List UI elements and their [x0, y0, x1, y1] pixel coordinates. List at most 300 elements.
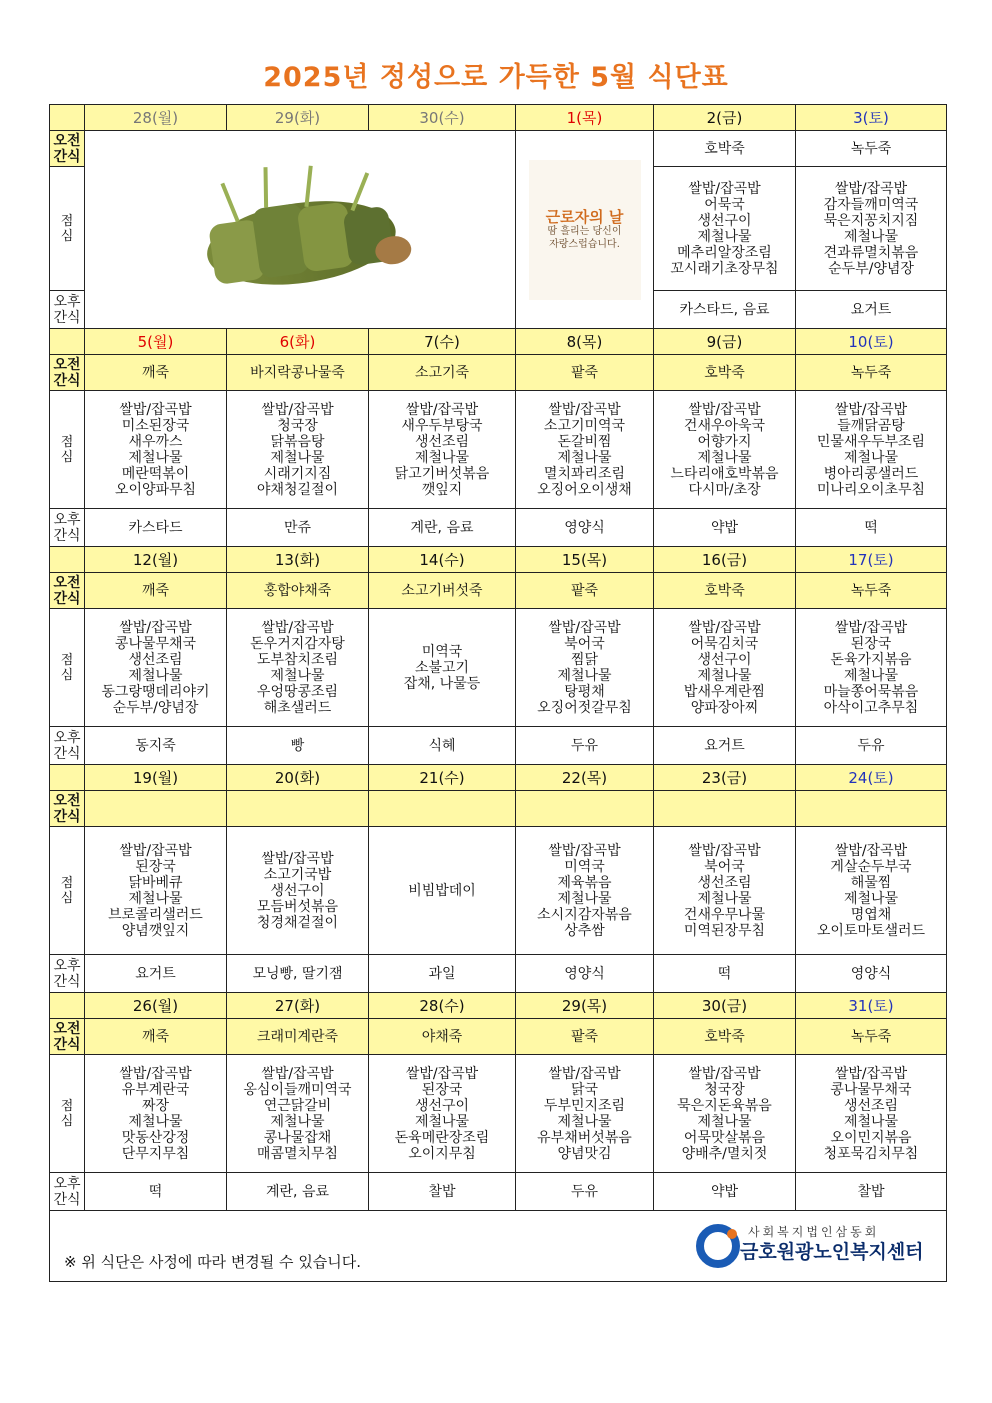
menu-item: 게살순두부국: [830, 858, 912, 875]
am-snack-cell: 크래미계란죽: [227, 1019, 369, 1055]
menu-item: 양념깻잎지: [121, 922, 190, 939]
pm-snack-cell: 만쥬: [227, 509, 369, 547]
date-row: [50, 993, 947, 1019]
pm-snack-cell: 영양식: [516, 509, 654, 547]
menu-item: 제철나물: [557, 667, 612, 684]
org-logo-icon: [696, 1222, 744, 1270]
corner-cell: [50, 547, 85, 573]
menu-item: 아삭이고추무침: [823, 699, 919, 716]
date-cell: 7(수): [369, 329, 516, 355]
lunch-label: [50, 167, 85, 291]
am_snack-label: [50, 1019, 85, 1055]
menu-item: 소고기미역국: [543, 417, 626, 434]
menu-item: 쌀밥/잡곡밥: [119, 1065, 192, 1082]
menu-item: 멸치꽈리조림: [543, 465, 626, 482]
menu-item: 오징어젓갈무침: [537, 699, 632, 716]
pm-snack-cell: 약밥: [654, 1173, 796, 1211]
lunch-cell: [654, 167, 796, 291]
lunch-cell: [654, 827, 796, 955]
labor-day-text: 근로자의 날: [545, 207, 624, 226]
lunch-row: [50, 609, 947, 727]
menu-item: 동그랑땡데리야키: [101, 683, 210, 700]
meal-table: [49, 104, 947, 1282]
lunch-cell: [369, 1055, 516, 1173]
pm-snack-row: [50, 1173, 947, 1211]
pm_snack-label-line: 오후: [53, 1175, 81, 1192]
menu-item: 돈육메란장조림: [394, 1129, 490, 1146]
menu-item: 쌀밥/잡곡밥: [688, 401, 761, 418]
date-cell: 29(화): [227, 105, 369, 131]
menu-item: 유부계란국: [121, 1081, 190, 1098]
menu-item: 잡채, 나물등: [403, 675, 481, 692]
org-subtitle: 사회복지법인삼동회: [748, 1225, 880, 1239]
am_snack-label-line: 간식: [53, 1036, 81, 1053]
menu-item: 제철나물: [270, 449, 325, 466]
date-cell: 28(수): [369, 993, 516, 1019]
pm-snack-cell: 카스타드: [85, 509, 227, 547]
lunch-label-line: 점: [60, 213, 74, 229]
am_snack-label-line: 간식: [53, 808, 81, 825]
menu-item: 옹심이들깨미역국: [243, 1081, 352, 1098]
lunch-label: [50, 609, 85, 727]
lunch-cell: [796, 391, 947, 509]
menu-item: 새우까스: [128, 433, 183, 450]
am-snack-cell: 녹두죽: [796, 573, 947, 609]
menu-item: 소고기국밥: [263, 866, 332, 883]
menu-item: 쌀밥/잡곡밥: [119, 842, 192, 859]
lunch-cell: [516, 609, 654, 727]
pm-snack-cell: 떡: [796, 509, 947, 547]
menu-item: 미나리오이초무침: [816, 481, 926, 498]
date-row: [50, 329, 947, 355]
menu-item: 탕평채: [564, 683, 605, 700]
menu-item: 제철나물: [128, 1113, 183, 1130]
lunch-cell: [516, 827, 654, 955]
lunch-cell: [796, 827, 947, 955]
menu-item: 느타리애호박볶음: [670, 465, 779, 482]
menu-item: 청경채겉절이: [256, 914, 339, 931]
lunch-row: [50, 827, 947, 955]
pm_snack-label-line: 간식: [53, 527, 81, 544]
menu-item: 비빔밥데이: [408, 882, 476, 899]
pm-snack-row: [50, 509, 947, 547]
am-snack-cell: 녹두죽: [796, 131, 947, 167]
menu-item: 쌀밥/잡곡밥: [834, 842, 908, 859]
date-cell: 22(목): [516, 765, 654, 791]
menu-item: 쌀밥/잡곡밥: [834, 619, 908, 636]
date-cell: 15(목): [516, 547, 654, 573]
menu-item: 된장국: [850, 635, 892, 652]
am-snack-cell: 소고기죽: [369, 355, 516, 391]
pm-snack-cell: 영양식: [796, 955, 947, 993]
menu-item: 청국장: [277, 417, 318, 434]
menu-item: 건새우아욱국: [683, 417, 766, 434]
am_snack-label-line: 오전: [53, 132, 81, 149]
menu-item: 쌀밥/잡곡밥: [688, 1065, 761, 1082]
pm-snack-cell: 과일: [369, 955, 516, 993]
am-snack-row: [50, 131, 947, 167]
am-snack-cell: 깨죽: [85, 1019, 227, 1055]
pm_snack-label-line: 간식: [53, 1191, 81, 1208]
menu-item: 명엽채: [850, 906, 892, 923]
pm-snack-row: [50, 727, 947, 765]
date-cell: 8(목): [516, 329, 654, 355]
menu-item: 제육볶음: [557, 874, 612, 891]
lunch-label-line: 심: [60, 228, 74, 244]
menu-item: 찜닭: [570, 651, 599, 668]
pm-snack-cell: 계란, 음료: [369, 509, 516, 547]
change-notice: ※ 위 식단은 사정에 따라 변경될 수 있습니다.: [64, 1253, 362, 1271]
menu-item: 양배추/멸치젓: [681, 1145, 768, 1162]
menu-item: 청포묵김치무침: [823, 1145, 919, 1162]
menu-item: 콩나물무채국: [114, 635, 197, 652]
menu-item: 청국장: [704, 1081, 745, 1098]
lunch-label-line: 심: [60, 1113, 74, 1129]
menu-item: 쌀밥/잡곡밥: [834, 180, 908, 197]
menu-item: 우엉땅콩조림: [256, 683, 339, 700]
lunch-label-line: 심: [60, 890, 74, 906]
lunch-label-line: 심: [60, 449, 74, 465]
bracken-photo: [85, 131, 516, 329]
lunch-label: [50, 1055, 85, 1173]
menu-item: 쌀밥/잡곡밥: [834, 401, 908, 418]
menu-item: 미역국: [421, 643, 463, 660]
menu-item: 닭국: [570, 1081, 599, 1098]
menu-item: 해초샐러드: [263, 699, 332, 716]
menu-item: 어묵맛살볶음: [683, 1129, 766, 1146]
menu-item: 쌀밥/잡곡밥: [688, 180, 761, 197]
date-cell: 2(금): [654, 105, 796, 131]
menu-item: 브로콜리샐러드: [108, 906, 203, 923]
lunch-cell: [654, 1055, 796, 1173]
menu-item: 도부참치조림: [256, 651, 339, 668]
menu-item: 생선구이: [414, 1097, 470, 1114]
menu-item: 쌀밥/잡곡밥: [405, 401, 479, 418]
am-snack-cell: 녹두죽: [796, 355, 947, 391]
date-cell: 16(금): [654, 547, 796, 573]
am-snack-cell: 호박죽: [654, 573, 796, 609]
date-cell: 5(월): [85, 329, 227, 355]
date-cell: 12(월): [85, 547, 227, 573]
menu-item: 새우두부탕국: [401, 417, 483, 434]
org-logo: [696, 1218, 936, 1276]
am-snack-cell: 깨죽: [85, 573, 227, 609]
am_snack-label-line: 오전: [53, 792, 81, 809]
menu-item: 꼬시래기초장무침: [670, 260, 779, 277]
pm_snack-label: [50, 727, 85, 765]
lunch-cell: [227, 1055, 369, 1173]
menu-item: 북어국: [564, 635, 605, 652]
menu-item: 어향가지: [697, 433, 752, 450]
lunch-cell: [85, 1055, 227, 1173]
pm-snack-cell: 요거트: [654, 727, 796, 765]
pm_snack-label: [50, 291, 85, 329]
lunch-label-line: 점: [60, 434, 74, 450]
menu-item: 닭고기버섯볶음: [394, 465, 490, 482]
lunch-cell: [369, 391, 516, 509]
menu-item: 메란떡볶이: [121, 465, 190, 482]
menu-item: 쌀밥/잡곡밥: [548, 842, 621, 859]
pm-snack-cell: 영양식: [516, 955, 654, 993]
pm-snack-cell: 두유: [516, 1173, 654, 1211]
menu-item: 상추쌈: [564, 922, 605, 939]
menu-item: 된장국: [421, 1081, 463, 1098]
pm-snack-cell: 요거트: [85, 955, 227, 993]
lunch-label-line: 점: [60, 875, 74, 891]
menu-item: 깻잎지: [421, 481, 463, 498]
menu-item: 오이토마토샐러드: [816, 922, 926, 939]
am-snack-cell: [227, 791, 369, 827]
menu-item: 쌀밥/잡곡밥: [688, 842, 761, 859]
date-row: [50, 547, 947, 573]
menu-item: 감자들깨미역국: [823, 196, 919, 213]
lunch-cell: [654, 609, 796, 727]
menu-item: 오이지무침: [408, 1145, 476, 1162]
menu-item: 제철나물: [414, 449, 470, 466]
menu-item: 제철나물: [270, 667, 325, 684]
menu-item: 소불고기: [414, 659, 470, 676]
date-cell: 30(수): [369, 105, 516, 131]
menu-item: 묵은지돈육볶음: [677, 1097, 772, 1114]
date-cell: 6(화): [227, 329, 369, 355]
am-snack-cell: [796, 791, 947, 827]
date-row: [50, 105, 947, 131]
menu-item: 쌀밥/잡곡밥: [261, 1065, 334, 1082]
date-cell: 10(토): [796, 329, 947, 355]
date-cell: 1(목): [516, 105, 654, 131]
pm-snack-cell: 떡: [654, 955, 796, 993]
am-snack-cell: [654, 791, 796, 827]
pm-snack-cell: 식혜: [369, 727, 516, 765]
lunch-label-line: 점: [60, 1098, 74, 1114]
menu-item: 콩나물무채국: [830, 1081, 912, 1098]
lunch-label-line: 점: [60, 652, 74, 668]
pm-snack-cell: 계란, 음료: [227, 1173, 369, 1211]
corner-cell: [50, 765, 85, 791]
menu-item: 제철나물: [697, 449, 752, 466]
menu-item: 짜장: [141, 1097, 170, 1114]
lunch-row: [50, 1055, 947, 1173]
am-snack-cell: [85, 791, 227, 827]
menu-item: 오이민지볶음: [830, 1129, 912, 1146]
menu-item: 제철나물: [128, 667, 183, 684]
menu-item: 견과류멸치볶음: [823, 244, 919, 261]
menu-item: 생선조림: [128, 651, 183, 668]
date-cell: 31(토): [796, 993, 947, 1019]
pm_snack-label-line: 간식: [53, 745, 81, 762]
lunch-cell: [369, 609, 516, 727]
menu-item: 제철나물: [697, 1113, 752, 1130]
bracken-illustration: [150, 138, 450, 318]
am-snack-cell: 팥죽: [516, 573, 654, 609]
labor-day-sign: [516, 131, 654, 329]
pm-snack-cell: 모닝빵, 딸기잼: [227, 955, 369, 993]
pm-snack-cell: 동지죽: [85, 727, 227, 765]
pm-snack-cell: 빵: [227, 727, 369, 765]
menu-item: 쌀밥/잡곡밥: [261, 619, 334, 636]
menu-item: 제철나물: [128, 449, 183, 466]
date-cell: 14(수): [369, 547, 516, 573]
pm-snack-cell: 요거트: [796, 291, 947, 329]
menu-item: 오이양파무침: [114, 481, 197, 498]
am_snack-label-line: 오전: [53, 356, 81, 373]
menu-item: 들깨닭곰탕: [837, 417, 905, 434]
menu-item: 묵은지꽁치지짐: [823, 212, 919, 229]
menu-item: 쌀밥/잡곡밥: [834, 1065, 908, 1082]
am-snack-cell: 바지락콩나물죽: [227, 355, 369, 391]
menu-item: 닭바베큐: [128, 874, 183, 891]
corner-cell: [50, 329, 85, 355]
menu-item: 메추리알장조림: [677, 244, 772, 261]
pm_snack-label-line: 오후: [53, 729, 81, 746]
menu-item: 두부민지조림: [543, 1097, 626, 1114]
menu-item: 양파장아찌: [690, 699, 759, 716]
pm_snack-label-line: 오후: [53, 293, 81, 310]
pm-snack-cell: 약밥: [654, 509, 796, 547]
menu-item: 쌀밥/잡곡밥: [261, 401, 334, 418]
lunch-label: [50, 391, 85, 509]
menu-item: 제철나물: [843, 1113, 899, 1130]
am-snack-cell: 야채죽: [369, 1019, 516, 1055]
lunch-label: [50, 827, 85, 955]
menu-item: 순두부/양념장: [112, 699, 199, 716]
date-row: [50, 765, 947, 791]
pm_snack-label: [50, 955, 85, 993]
am-snack-row: [50, 573, 947, 609]
am-snack-cell: 호박죽: [654, 131, 796, 167]
date-cell: 17(토): [796, 547, 947, 573]
am-snack-cell: 깨죽: [85, 355, 227, 391]
menu-item: 미역된장무침: [683, 922, 766, 939]
date-cell: 26(월): [85, 993, 227, 1019]
menu-item: 병아리콩샐러드: [823, 465, 919, 482]
am_snack-label-line: 간식: [53, 372, 81, 389]
menu-item: 돈우거지감자탕: [250, 635, 345, 652]
menu-item: 매콤멸치무침: [256, 1145, 339, 1162]
pm-snack-cell: 떡: [85, 1173, 227, 1211]
menu-item: 제철나물: [557, 1113, 612, 1130]
pm-snack-cell: 찰밥: [369, 1173, 516, 1211]
menu-item: 제철나물: [697, 667, 752, 684]
menu-item: 돈갈비찜: [557, 433, 612, 450]
lunch-cell: [796, 609, 947, 727]
lunch-cell: [227, 827, 369, 955]
menu-item: 제철나물: [697, 228, 752, 245]
am-snack-row: [50, 355, 947, 391]
corner-cell: [50, 105, 85, 131]
menu-item: 북어국: [704, 858, 745, 875]
menu-item: 생선조림: [843, 1097, 899, 1114]
table-footer: [50, 1212, 946, 1280]
am-snack-cell: 소고기버섯죽: [369, 573, 516, 609]
pm_snack-label-line: 간식: [53, 973, 81, 990]
menu-item: 연근닭갈비: [263, 1097, 332, 1114]
am_snack-label-line: 간식: [53, 590, 81, 607]
menu-item: 맛동산강정: [121, 1129, 190, 1146]
lunch-cell: [85, 391, 227, 509]
menu-item: 시래기지짐: [263, 465, 332, 482]
lunch-cell: [516, 1055, 654, 1173]
page-title: 2025년 정성으로 가득한 5월 식단표: [263, 62, 729, 93]
am-snack-cell: 홍합야채죽: [227, 573, 369, 609]
menu-item: 쌀밥/잡곡밥: [119, 401, 192, 418]
am_snack-label: [50, 791, 85, 827]
am-snack-cell: 녹두죽: [796, 1019, 947, 1055]
menu-item: 쌀밥/잡곡밥: [688, 619, 761, 636]
menu-item: 오징어오이생채: [537, 481, 632, 498]
lunch-cell: [369, 827, 516, 955]
am-snack-cell: [369, 791, 516, 827]
date-cell: 3(토): [796, 105, 947, 131]
date-cell: 27(화): [227, 993, 369, 1019]
date-cell: 30(금): [654, 993, 796, 1019]
lunch-cell: [516, 391, 654, 509]
menu-item: 마늘쫑어묵볶음: [823, 683, 919, 700]
menu-item: 야채청길절이: [256, 481, 339, 498]
pm_snack-label: [50, 509, 85, 547]
am-snack-cell: 팥죽: [516, 1019, 654, 1055]
lunch-cell: [796, 1055, 947, 1173]
lunch-label-line: 심: [60, 667, 74, 683]
lunch-cell: [796, 167, 947, 291]
am-snack-cell: 팥죽: [516, 355, 654, 391]
menu-item: 제철나물: [843, 449, 899, 466]
menu-item: 제철나물: [843, 890, 899, 907]
menu-item: 밥새우계란찜: [683, 683, 766, 700]
menu-item: 건새우무나물: [683, 906, 766, 923]
date-cell: 19(월): [85, 765, 227, 791]
date-cell: 29(목): [516, 993, 654, 1019]
date-cell: 9(금): [654, 329, 796, 355]
menu-item: 민물새우두부조림: [816, 433, 926, 450]
pm_snack-label-line: 간식: [53, 309, 81, 326]
menu-item: 제철나물: [128, 890, 183, 907]
lunch-cell: [654, 391, 796, 509]
menu-item: 해물찜: [850, 874, 892, 891]
org-name: 금호원광노인복지센터: [740, 1241, 924, 1263]
pm-snack-cell: 두유: [796, 727, 947, 765]
menu-item: 쌀밥/잡곡밥: [261, 850, 334, 867]
am_snack-label-line: 오전: [53, 574, 81, 591]
pm-snack-cell: 찰밥: [796, 1173, 947, 1211]
menu-item: 다시마/초장: [688, 481, 761, 498]
menu-item: 된장국: [135, 858, 176, 875]
menu-item: 돈육가지볶음: [830, 651, 912, 668]
menu-item: 미소된장국: [121, 417, 190, 434]
menu-item: 어묵김치국: [690, 635, 759, 652]
lunch-cell: [85, 609, 227, 727]
menu-item: 제철나물: [414, 1113, 470, 1130]
date-cell: 24(토): [796, 765, 947, 791]
menu-item: 생선구이: [697, 651, 752, 668]
menu-item: 콩나물잡채: [263, 1129, 332, 1146]
pm_snack-label: [50, 1173, 85, 1211]
menu-item: 생선구이: [270, 882, 325, 899]
labor-day-card: [529, 160, 641, 300]
am-snack-cell: 호박죽: [654, 355, 796, 391]
am-snack-cell: [516, 791, 654, 827]
labor-day-text: 땀 흘리는 당신이: [547, 225, 622, 237]
menu-item: 제철나물: [843, 228, 899, 245]
menu-item: 미역국: [564, 858, 605, 875]
menu-item: 유부채버섯볶음: [537, 1129, 632, 1146]
am-snack-row: [50, 1019, 947, 1055]
menu-item: 소시지감자볶음: [537, 906, 632, 923]
pm_snack-label-line: 오후: [53, 957, 81, 974]
lunch-cell: [85, 827, 227, 955]
menu-item: 생선조림: [414, 433, 470, 450]
menu-item: 쌀밥/잡곡밥: [548, 619, 621, 636]
